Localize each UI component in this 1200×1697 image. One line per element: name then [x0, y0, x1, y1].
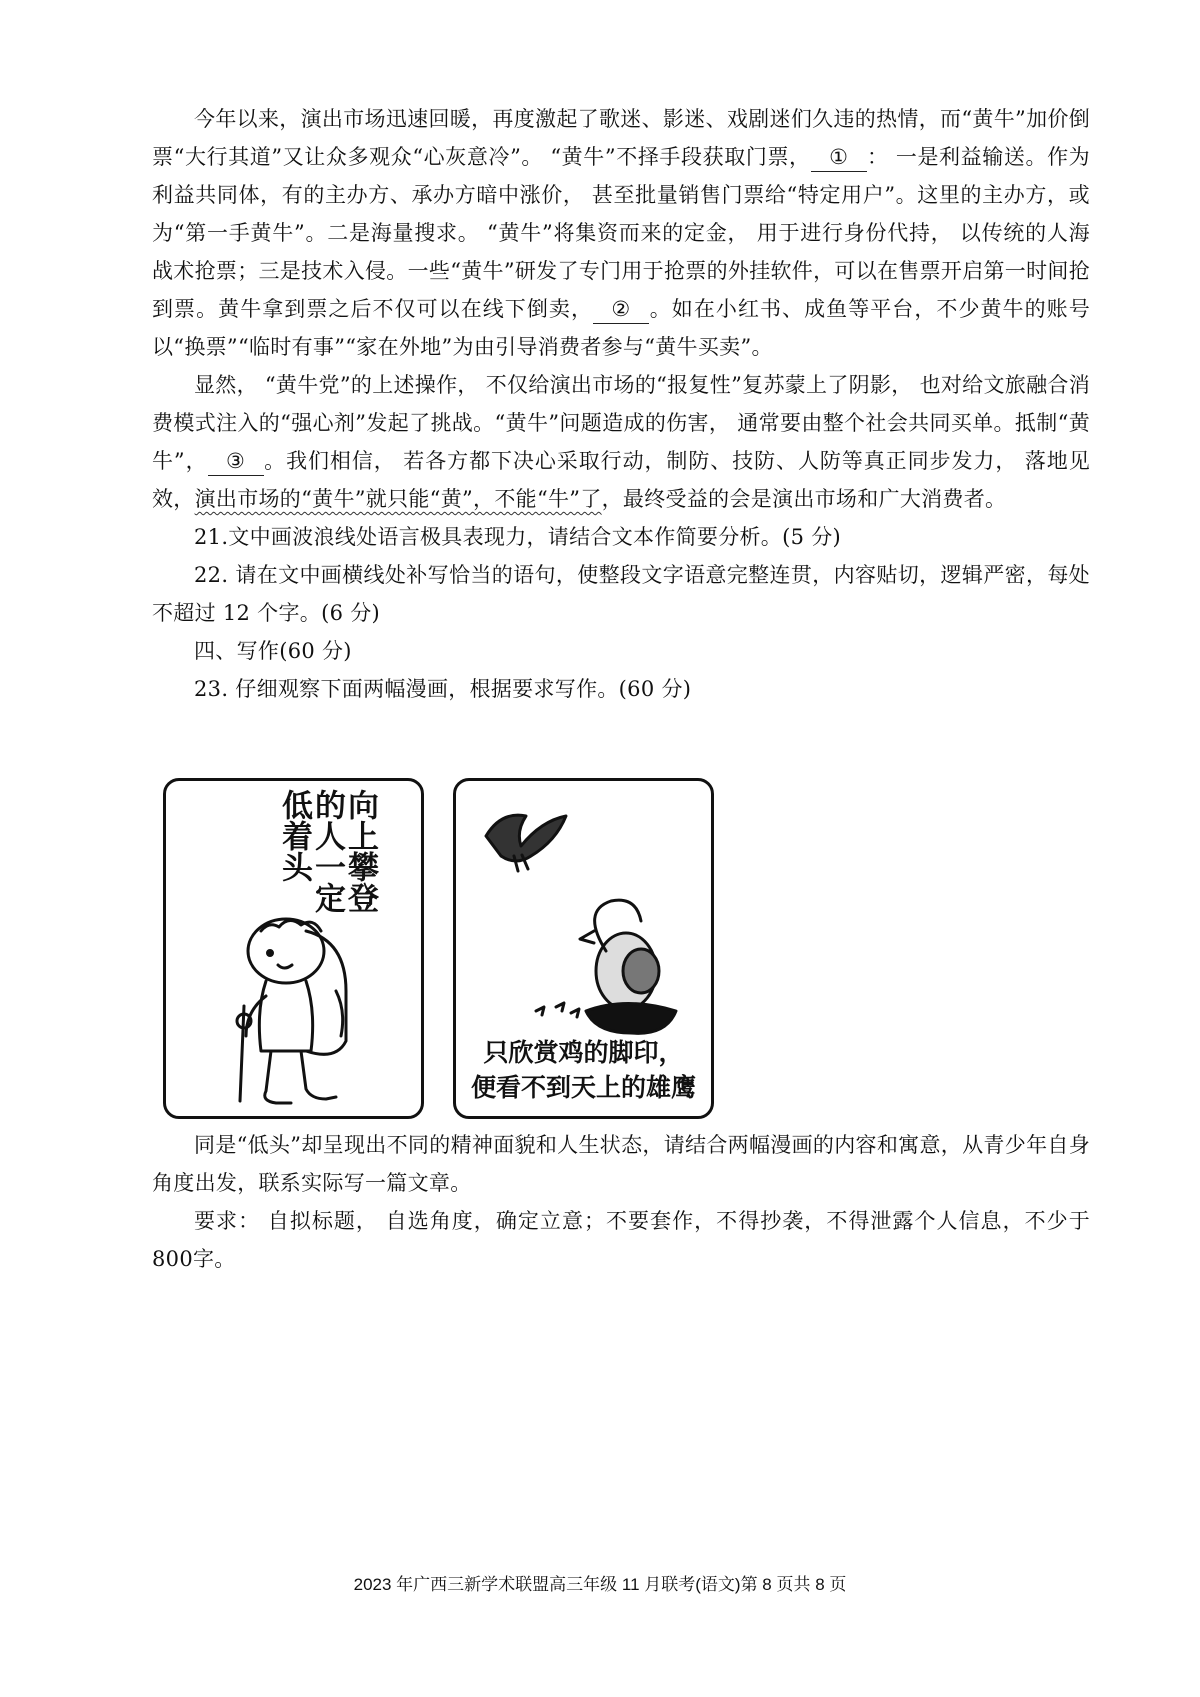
passage-text: 。我们相信， 若各方都下决心采取行动，制防、技防、人防等真正同步发力， 落地见效，: [152, 449, 1090, 511]
page-footer: 2023 年广西三新学术联盟高三年级 11 月联考(语文)第 8 页共 8 页: [353, 1575, 847, 1594]
blank-2: ②: [593, 295, 649, 324]
passage-text: ，最终受益的会是演出市场和广大消费者。: [601, 487, 1007, 511]
question-23: 23. 仔细观察下面两幅漫画，根据要求写作。(60 分): [194, 677, 692, 701]
passage: [152, 100, 1090, 708]
passage-paragraph-1: [152, 100, 1090, 366]
passage-text: 今年以来，演出市场迅速回暖，再度激起了歌迷、影迷、戏剧迷们久违的热情，而“黄牛”加价倒票“大行其道”又让众多观众“心灰意冷”。 “黄牛”不择手段获取门票，: [152, 107, 1090, 169]
passage-text: ： 一是利益输送。作为利益共同体，有的主办方、承办方暗中涨价， 甚至批量销售门票给“特定用户”。这里的主办方，或为“第一手黄牛”。二是海量搜求。 “黄牛”将集资而来的定金， 用于进行身份代持， 以传统的人海战术抢票；三是技术入侵。一些“黄牛”研发了专门用于抢票的外挂软件，可以在售票开启第一时间抢到票。黄牛拿到票之后不仅可以在线下倒卖，: [152, 145, 1090, 321]
cartoon-right: [453, 778, 714, 1119]
prompt-paragraph-2: 要求： 自拟标题， 自选角度，确定立意；不要套作，不得抄袭，不得泄露个人信息，不少于 800字。: [152, 1209, 1090, 1271]
writing-prompt: [152, 1126, 1090, 1278]
passage-text: 。如在小红书、成鱼等平台，不少黄牛的账号以“换票”“临时有事”“家在外地”为由引导消费者参与“黄牛买卖”。: [152, 297, 1090, 359]
prompt-paragraph-1: 同是“低头”却呈现出不同的精神面貌和人生状态，请结合两幅漫画的内容和寓意，从青少年自身角度出发，联系实际写一篇文章。: [152, 1133, 1090, 1195]
climber-boy-illustration: [166, 781, 421, 1116]
blank-3: ③: [208, 447, 264, 476]
cartoon-right-caption-line1: 只欣赏鸡的脚印，: [483, 1038, 684, 1067]
cartoon-left: [163, 778, 424, 1119]
question-22: 22. 请在文中画横线处补写恰当的语句，使整段文字语意完整连贯，内容贴切，逻辑严密，每处不超过 12 个字。(6 分): [152, 563, 1090, 625]
blank-1: ①: [811, 143, 867, 172]
cartoon-right-caption-line2: 便看不到天上的雄鹰: [470, 1073, 696, 1102]
section-heading-writing: 四、写作(60 分): [194, 639, 352, 663]
passage-text: 显然， “黄牛党”的上述操作， 不仅给演出市场的“报复性”复苏蒙上了阴影， 也对给文旅融合消费模式注入的“强心剂”发起了挑战。“黄牛”问题造成的伤害， 通常要由整个社会共同买单。抵制“黄牛”，: [152, 373, 1090, 473]
question-21: 21.文中画波浪线处语言极具表现力，请结合文本作简要分析。(5 分): [194, 525, 842, 549]
cartoons: [163, 778, 723, 1118]
passage-paragraph-2: [152, 366, 1090, 518]
cartoon-left-caption: 向上攀登的人一定低着头: [276, 789, 378, 913]
wavy-underlined-text: 演出市场的“黄牛”就只能“黄”，不能“牛”了: [194, 487, 602, 511]
